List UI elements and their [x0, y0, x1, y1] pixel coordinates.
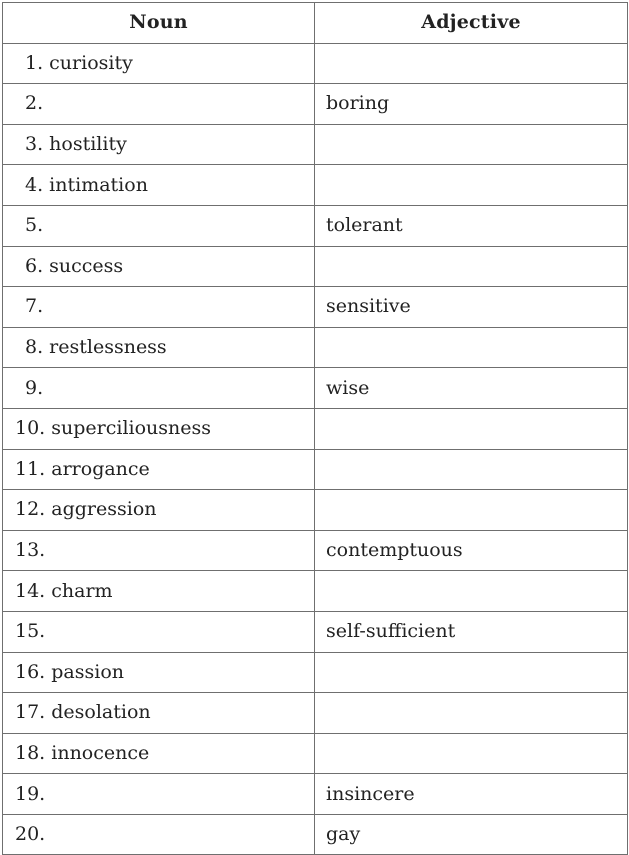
noun-cell: 16. passion	[3, 652, 315, 693]
adjective-cell: wise	[315, 368, 628, 409]
table-row	[3, 43, 628, 84]
noun-cell[interactable]	[3, 368, 315, 409]
adjective-cell: insincere	[315, 774, 628, 815]
noun-cell: 17. desolation	[3, 693, 315, 734]
table-row	[3, 165, 628, 206]
adjective-cell[interactable]	[315, 693, 628, 734]
adjective-cell: gay	[315, 814, 628, 855]
table-row	[3, 84, 628, 125]
adjective-cell[interactable]	[315, 571, 628, 612]
noun-cell	[3, 165, 315, 206]
table-row	[3, 449, 628, 490]
adjective-cell[interactable]	[315, 408, 628, 449]
noun-cell: 14. charm	[3, 571, 315, 612]
noun-text: 1. curiosity	[25, 51, 133, 74]
adjective-cell: boring	[315, 84, 628, 125]
table-row	[3, 490, 628, 531]
noun-cell	[3, 327, 315, 368]
adjective-cell: self-sufficient	[315, 611, 628, 652]
table-row	[3, 571, 628, 612]
noun-text: 4. intimation	[25, 173, 148, 196]
table-row	[3, 246, 628, 287]
adjective-cell[interactable]	[315, 449, 628, 490]
adjective-cell: contemptuous	[315, 530, 628, 571]
noun-adjective-table	[2, 2, 628, 855]
noun-cell	[3, 246, 315, 287]
table-row	[3, 652, 628, 693]
adjective-cell[interactable]	[315, 43, 628, 84]
noun-cell[interactable]: 15.	[3, 611, 315, 652]
noun-cell: 18. innocence	[3, 733, 315, 774]
table-row	[3, 408, 628, 449]
adjective-cell: tolerant	[315, 205, 628, 246]
table-row	[3, 287, 628, 328]
noun-cell[interactable]: 20.	[3, 814, 315, 855]
noun-cell[interactable]: 13.	[3, 530, 315, 571]
adjective-cell[interactable]	[315, 733, 628, 774]
noun-cell: 11. arrogance	[3, 449, 315, 490]
header-noun: Noun	[3, 3, 315, 44]
noun-text: 3. hostility	[25, 133, 127, 156]
table-header	[3, 3, 628, 44]
noun-cell: 12. aggression	[3, 490, 315, 531]
table-row	[3, 205, 628, 246]
header-row	[3, 3, 628, 44]
noun-cell[interactable]	[3, 287, 315, 328]
adjective-cell[interactable]	[315, 327, 628, 368]
noun-cell[interactable]	[3, 205, 315, 246]
table-row	[3, 530, 628, 571]
noun-text: 5.	[25, 214, 44, 237]
noun-text: 8. restlessness	[25, 336, 167, 359]
table-row	[3, 733, 628, 774]
adjective-cell: sensitive	[315, 287, 628, 328]
noun-adjective-table-container	[2, 2, 627, 855]
adjective-cell[interactable]	[315, 652, 628, 693]
table-row	[3, 611, 628, 652]
table-row	[3, 693, 628, 734]
table-body	[3, 43, 628, 855]
adjective-cell[interactable]	[315, 246, 628, 287]
noun-text: 9.	[25, 376, 44, 399]
noun-cell: 10. superciliousness	[3, 408, 315, 449]
adjective-cell[interactable]	[315, 165, 628, 206]
table-row	[3, 124, 628, 165]
noun-cell	[3, 43, 315, 84]
table-row	[3, 774, 628, 815]
noun-text: 6. success	[25, 254, 124, 277]
noun-cell[interactable]	[3, 84, 315, 125]
noun-cell[interactable]: 19.	[3, 774, 315, 815]
noun-text: 2.	[25, 92, 44, 115]
table-row	[3, 327, 628, 368]
adjective-cell[interactable]	[315, 490, 628, 531]
adjective-cell[interactable]	[315, 124, 628, 165]
table-row	[3, 368, 628, 409]
table-row	[3, 814, 628, 855]
header-adjective: Adjective	[315, 3, 628, 44]
noun-cell	[3, 124, 315, 165]
noun-text: 7.	[25, 295, 44, 318]
